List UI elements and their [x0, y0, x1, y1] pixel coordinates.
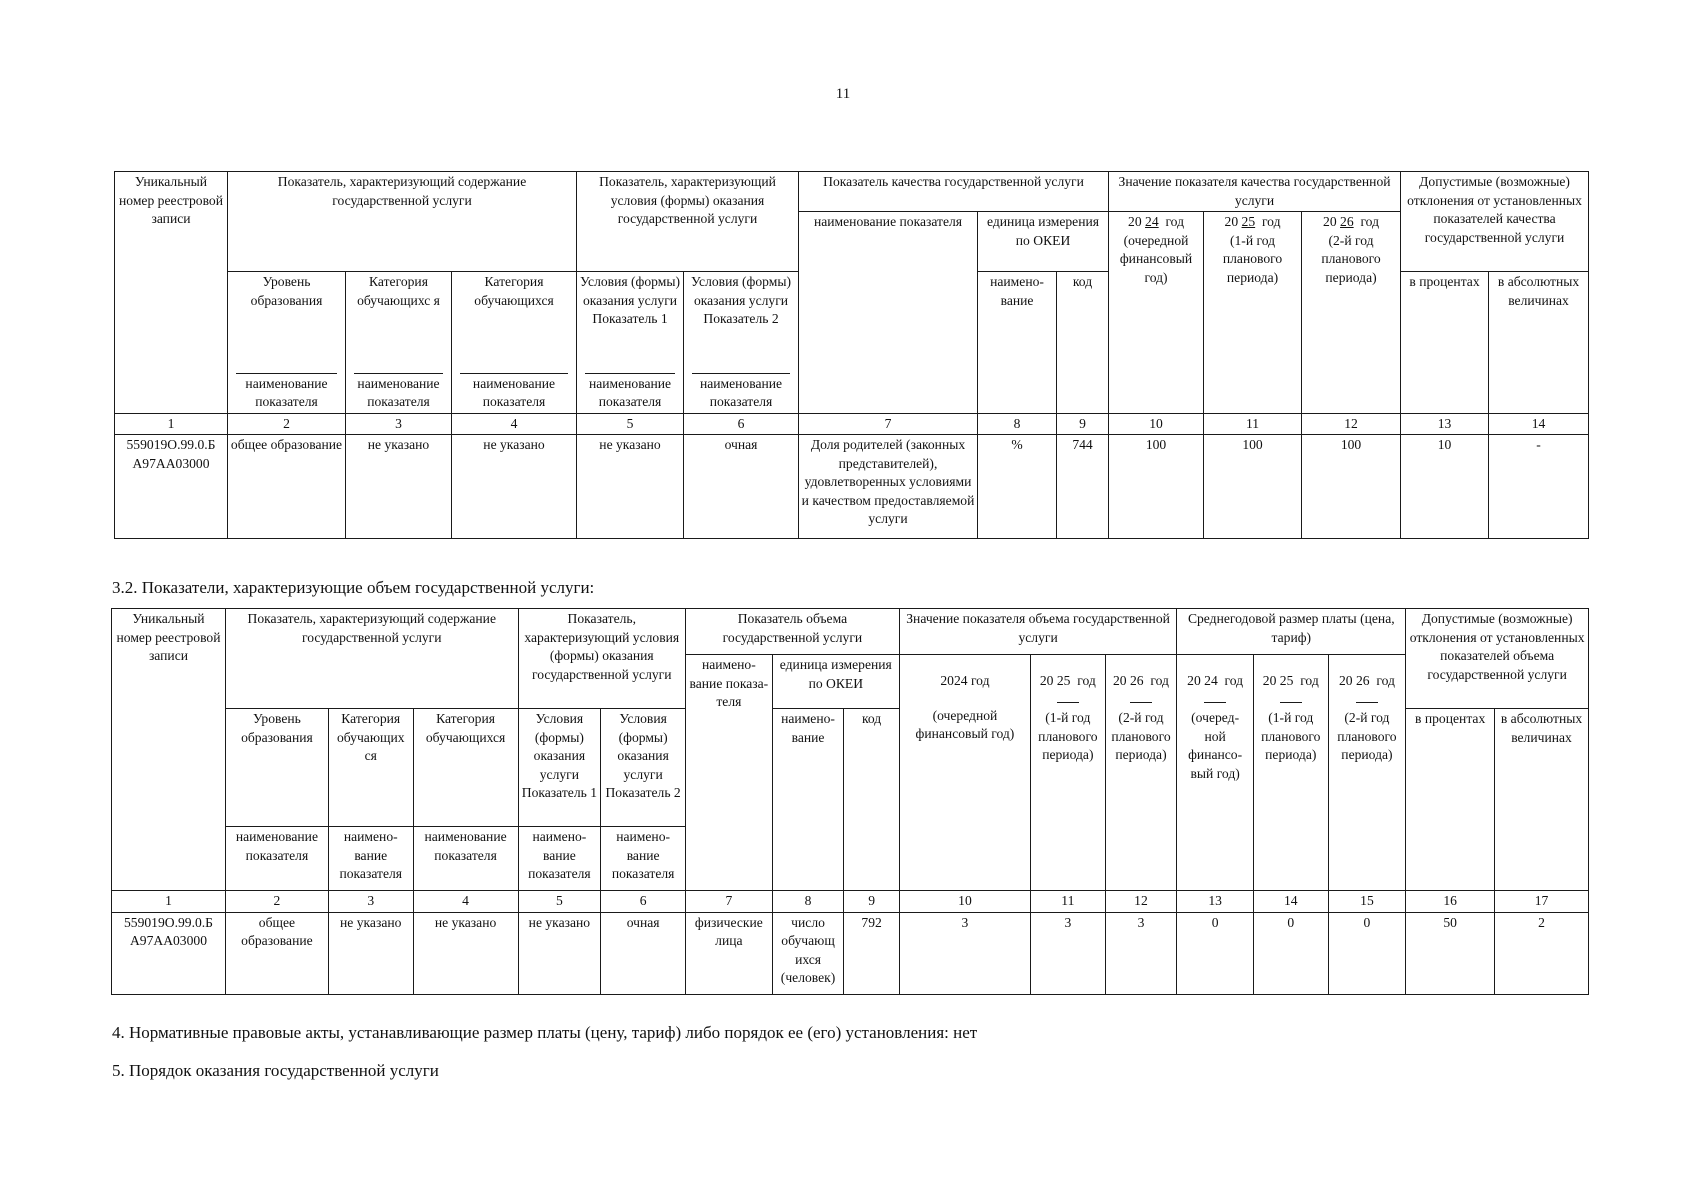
name-label: наимено- вание показателя — [518, 827, 601, 891]
quality-indicator: Доля родителей (законных представителей), удовлетворенных условиями и качеством предоставляемой услуги — [799, 435, 978, 539]
deviation-header: Допустимые (возможные) отклонения от установленных показателей качества государственной услуги — [1401, 172, 1589, 272]
indicator-name-header: наименование показателя — [799, 212, 978, 414]
deviation-percent-header: в процентах — [1401, 272, 1489, 414]
volume-indicator: физические лица — [685, 912, 772, 994]
column-number: 12 — [1302, 413, 1401, 435]
deviation-percent: 50 — [1406, 912, 1495, 994]
column-number: 14 — [1489, 413, 1589, 435]
column-numbers-row — [115, 413, 1589, 435]
value-2026-header: 20 26 год (2-й год планового периода) — [1105, 655, 1177, 891]
condition-2-header: Условия (формы) оказания услуги Показатель 2 — [601, 709, 686, 827]
education-level: общее образование — [228, 435, 346, 539]
conditions-indicator-header: Показатель, характеризующий условия (формы) оказания государственной услуги — [577, 172, 799, 272]
column-number: 3 — [328, 891, 413, 913]
unit-code: 792 — [844, 912, 900, 994]
column-number: 14 — [1253, 891, 1328, 913]
year-2024-header: 20 24 год (очередной финансовый год) — [1109, 212, 1204, 414]
condition-1: не указано — [518, 912, 601, 994]
condition-2: очная — [601, 912, 686, 994]
deviation-header: Допустимые (возможные) отклонения от установленных показателей объема государственной услуги — [1406, 609, 1589, 709]
unit-name-header: наимено- вание — [978, 272, 1057, 414]
student-category-2-header: Категория обучающихся — [452, 272, 577, 372]
section-3-2-heading: 3.2. Показатели, характеризующие объем государственной услуги: — [112, 578, 595, 597]
column-number: 6 — [601, 891, 686, 913]
deviation-absolute: - — [1489, 435, 1589, 539]
unit-code-header: код — [1057, 272, 1109, 414]
deviation-absolute-header: в абсолютных величинах — [1495, 709, 1589, 891]
deviation-percent: 10 — [1401, 435, 1489, 539]
deviation-percent-header: в процентах — [1406, 709, 1495, 891]
conditions-indicator-header: Показатель, характеризующий условия (формы) оказания государственной услуги — [518, 609, 685, 709]
unit-code-header: код — [844, 709, 900, 891]
column-number: 10 — [899, 891, 1030, 913]
value-2026: 100 — [1302, 435, 1401, 539]
value-2025-header: 20 25 год (1-й год планового периода) — [1031, 655, 1106, 891]
column-number: 12 — [1105, 891, 1177, 913]
name-label: наименование показателя — [684, 372, 799, 414]
column-numbers-row — [112, 891, 1589, 913]
column-number: 8 — [772, 891, 844, 913]
section-4-text: 4. Нормативные правовые акты, устанавливающие размер платы (цену, тариф) либо порядок ее (его) установления: нет — [112, 1023, 978, 1042]
column-number: 2 — [228, 413, 346, 435]
value-2025: 3 — [1031, 912, 1106, 994]
column-number: 11 — [1031, 891, 1106, 913]
education-level-header: Уровень образования — [225, 709, 328, 827]
quality-indicator-header: Показатель качества государственной услуги — [799, 172, 1109, 212]
condition-2: очная — [684, 435, 799, 539]
indicator-name-header: наимено- вание показа- теля — [685, 655, 772, 891]
section-5-heading: 5. Порядок оказания государственной услуги — [112, 1061, 439, 1080]
column-number: 10 — [1109, 413, 1204, 435]
quality-indicators-table — [114, 171, 1589, 539]
fee-2026: 0 — [1328, 912, 1406, 994]
column-number: 1 — [115, 413, 228, 435]
education-level: общее образование — [225, 912, 328, 994]
registry-header: Уникальный номер реестровой записи — [112, 609, 226, 891]
volume-indicator-header: Показатель объема государственной услуги — [685, 609, 899, 655]
name-label: наименование показателя — [413, 827, 518, 891]
fee-2024-header: 20 24 год (очеред- ной финансо- вый год) — [1177, 655, 1254, 891]
unit-name: % — [978, 435, 1057, 539]
name-label: наименование показателя — [225, 827, 328, 891]
column-number: 5 — [577, 413, 684, 435]
unit-code: 744 — [1057, 435, 1109, 539]
deviation-absolute: 2 — [1495, 912, 1589, 994]
unit-name: число обучающ ихся (человек) — [772, 912, 844, 994]
column-number: 1 — [112, 891, 226, 913]
condition-1: не указано — [577, 435, 684, 539]
deviation-absolute-header: в абсолютных величинах — [1489, 272, 1589, 414]
year-2026-header: 20 26 год (2-й год планового периода) — [1302, 212, 1401, 414]
name-label: наименование показателя — [346, 372, 452, 414]
value-2024: 100 — [1109, 435, 1204, 539]
registry-header: Уникальный номер реестровой записи — [115, 172, 228, 414]
condition-2-header: Условия (формы) оказания услуги Показатель 2 — [684, 272, 799, 372]
value-2024: 3 — [899, 912, 1030, 994]
student-category-2-header: Категория обучающихся — [413, 709, 518, 827]
condition-1-header: Условия (формы) оказания услуги Показатель 1 — [518, 709, 601, 827]
column-number: 3 — [346, 413, 452, 435]
column-number: 9 — [844, 891, 900, 913]
column-number: 13 — [1177, 891, 1254, 913]
year-2025-header: 20 25 год (1-й год планового периода) — [1204, 212, 1302, 414]
volume-value-header: Значение показателя объема государственной услуги — [899, 609, 1176, 655]
value-2026: 3 — [1105, 912, 1177, 994]
okei-unit-header: единица измерения по ОКЕИ — [978, 212, 1109, 272]
unit-name-header: наимено- вание — [772, 709, 844, 891]
education-level-header: Уровень образования — [228, 272, 346, 372]
column-number: 11 — [1204, 413, 1302, 435]
column-number: 7 — [799, 413, 978, 435]
column-number: 4 — [452, 413, 577, 435]
column-number: 17 — [1495, 891, 1589, 913]
student-category: не указано — [346, 435, 452, 539]
condition-1-header: Условия (формы) оказания услуги Показатель 1 — [577, 272, 684, 372]
student-category-2: не указано — [413, 912, 518, 994]
column-number: 7 — [685, 891, 772, 913]
quality-value-header: Значение показателя качества государственной услуги — [1109, 172, 1401, 212]
column-number: 6 — [684, 413, 799, 435]
average-fee-header: Среднегодовой размер платы (цена, тариф) — [1177, 609, 1406, 655]
volume-indicators-table — [111, 608, 1589, 995]
content-indicator-header: Показатель, характеризующий содержание государственной услуги — [225, 609, 518, 709]
value-2024-header: 2024 год (очередной финансовый год) — [899, 655, 1030, 891]
column-number: 8 — [978, 413, 1057, 435]
column-number: 4 — [413, 891, 518, 913]
student-category: не указано — [328, 912, 413, 994]
student-category-header: Категория обучающихс я — [346, 272, 452, 372]
table-row — [115, 435, 1589, 539]
name-label: наименование показателя — [228, 372, 346, 414]
column-number: 2 — [225, 891, 328, 913]
table-row — [112, 912, 1589, 994]
column-number: 9 — [1057, 413, 1109, 435]
column-number: 5 — [518, 891, 601, 913]
registry-number: 559019О.99.0.Б А97АА03000 — [115, 435, 228, 539]
name-label: наимено- вание показателя — [328, 827, 413, 891]
fee-2025-header: 20 25 год (1-й год планового периода) — [1253, 655, 1328, 891]
name-label: наименование показателя — [577, 372, 684, 414]
name-label: наименование показателя — [452, 372, 577, 414]
column-number: 16 — [1406, 891, 1495, 913]
student-category-2: не указано — [452, 435, 577, 539]
fee-2025: 0 — [1253, 912, 1328, 994]
name-label: наимено- вание показателя — [601, 827, 686, 891]
student-category-header: Категория обучающих ся — [328, 709, 413, 827]
column-number: 13 — [1401, 413, 1489, 435]
okei-unit-header: единица измерения по ОКЕИ — [772, 655, 899, 709]
value-2025: 100 — [1204, 435, 1302, 539]
registry-number: 559019О.99.0.Б А97АА03000 — [112, 912, 226, 994]
column-number: 15 — [1328, 891, 1406, 913]
page-number: 11 — [835, 86, 851, 102]
fee-2024: 0 — [1177, 912, 1254, 994]
fee-2026-header: 20 26 год (2-й год планового периода) — [1328, 655, 1406, 891]
content-indicator-header: Показатель, характеризующий содержание государственной услуги — [228, 172, 577, 272]
